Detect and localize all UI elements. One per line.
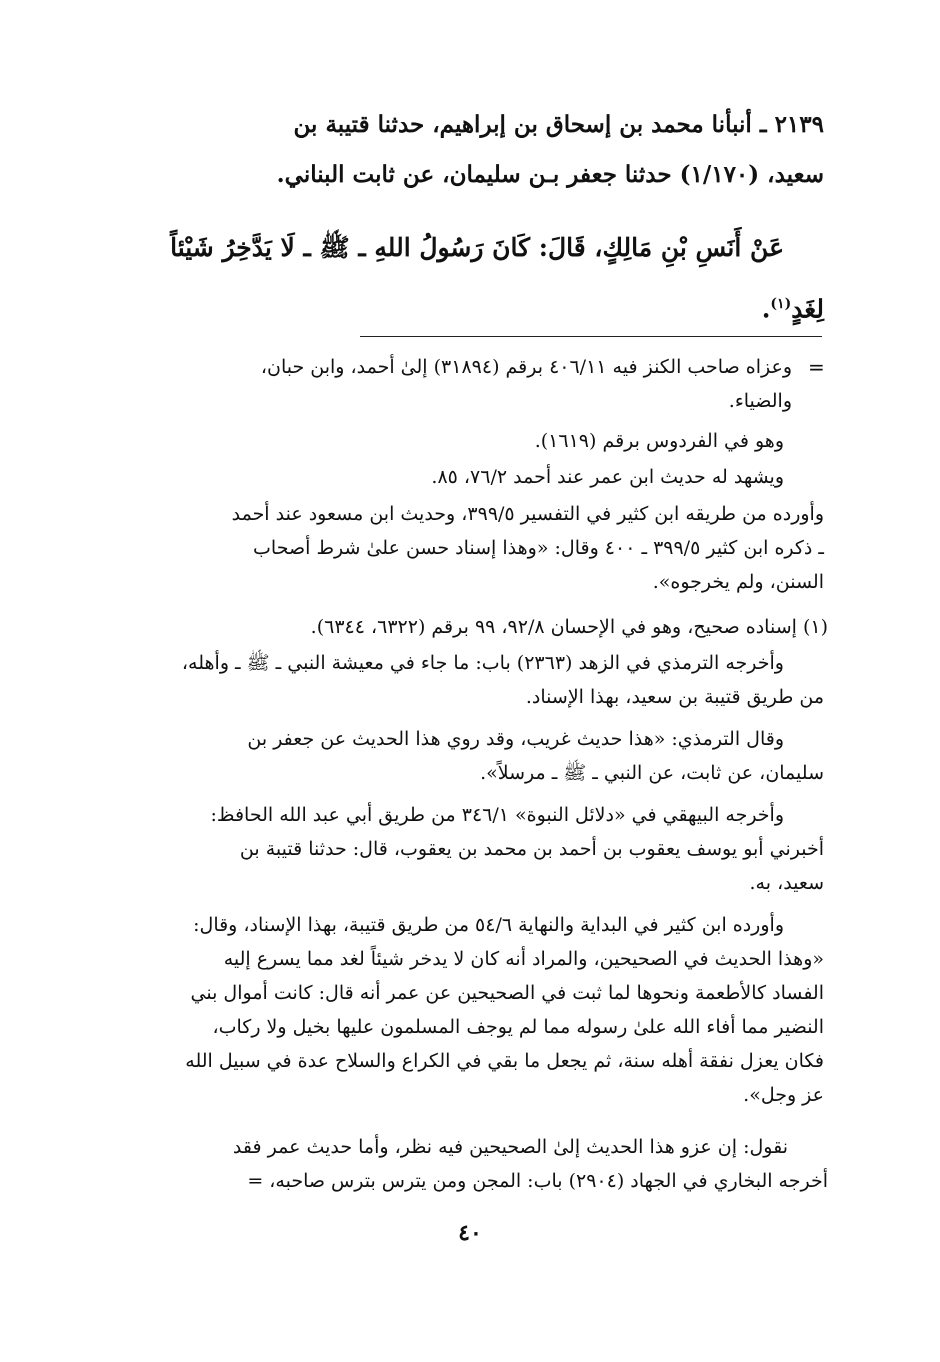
- footnote-line: وأخرجه البيهقي في «دلائل النبوة» ٣٤٦/١ من طريق أبي عبد الله الحافظ:: [210, 804, 784, 826]
- footnote-line: الفساد كالأطعمة ونحوها لما ثبت في الصحيحين عن عمر أنه قال: كانت أموال بني: [190, 982, 824, 1004]
- footnote-line: والضياء.: [728, 390, 792, 412]
- footnote-continued-kanz: [112, 350, 792, 418]
- footnote-line: وأورده ابن كثير في البداية والنهاية ٥٤/٦ من طريق قتيبة، بهذا الإسناد، وقال:: [193, 914, 784, 936]
- footnote-tirmidhi-said: [112, 722, 824, 790]
- footnote-line: وهو في الفردوس برقم (١٦١٩).: [534, 430, 784, 452]
- footnote-ibn-kathir-tafsir: [112, 497, 824, 599]
- footnote-tirmidhi: [112, 646, 824, 714]
- matn-end: .: [761, 294, 771, 324]
- footnote-line: (١) إسناده صحيح، وهو في الإحسان ٩٢/٨، ٩٩ برقم (٦٣٢٢، ٦٣٤٤).: [310, 616, 828, 638]
- footnote-line: نقول: إن عزو هذا الحديث إلىٰ الصحيحين فيه نظر، وأما حديث عمر فقد: [232, 1136, 788, 1158]
- matn-last-word: لِغَدٍ: [791, 294, 824, 324]
- matn-line: عَنْ أَنَسِ بْنِ مَالِكٍ، قَالَ: كَانَ رَسُولُ اللهِ ـ ﷺ ـ لَا يَدَّخِرُ شَيْئاً: [170, 233, 784, 262]
- footnote-line: أخرجه البخاري في الجهاد (٢٩٠٤) باب: المجن ومن يترس بترس صاحبه، =: [247, 1170, 828, 1192]
- footnote-line: وقال الترمذي: «هذا حديث غريب، وقد روي هذا الحديث عن جعفر بن: [247, 728, 784, 750]
- footnote-1-isnad: [110, 610, 828, 644]
- footnote-line: وأخرجه الترمذي في الزهد (٢٣٦٣) باب: ما جاء في معيشة النبي ـ ﷺ ـ وأهله،: [181, 652, 784, 674]
- footnote-line: وأورده من طريقه ابن كثير في التفسير ٣٩٩/٥، وحديث ابن مسعود عند أحمد: [231, 503, 824, 525]
- hadith-matn: [112, 220, 824, 337]
- continuation-mark: =: [808, 355, 825, 379]
- footnote-line: فكان يعزل نفقة أهله سنة، ثم يجعل ما بقي في الكراع والسلاح عدة في سبيل الله: [185, 1050, 824, 1072]
- footnote-ibn-umar: [112, 460, 824, 494]
- footnote-line: السنن، ولم يخرجوه».: [652, 571, 824, 593]
- matn-line-last: [112, 276, 824, 337]
- footnote-line: عز وجل».: [743, 1084, 824, 1106]
- isnad-line: سعيد، (١/١٧٠) حدثنا جعفر بـن سليمان، عن ثابت البناني.: [276, 161, 824, 188]
- footnote-reference: (١): [770, 296, 792, 312]
- isnad-line: ٢١٣٩ ـ أنبأنا محمد بن إسحاق بن إبراهيم، حدثنا قتيبة بن: [293, 111, 824, 138]
- footnote-firdaws: [112, 424, 824, 458]
- footnote-bidaya: [112, 908, 824, 1112]
- footnote-line: من طريق قتيبة بن سعيد، بهذا الإسناد.: [525, 686, 824, 708]
- footnote-separator: [360, 336, 822, 337]
- footnote-nuqul: [112, 1130, 828, 1198]
- footnote-line: وعزاه صاحب الكنز فيه ٤٠٦/١١ برقم (٣١٨٩٤) إلىٰ أحمد، وابن حبان،: [260, 356, 792, 378]
- footnote-line: سليمان، عن ثابت، عن النبي ـ ﷺ ـ مرسلاً».: [480, 762, 824, 784]
- footnote-line: «وهذا الحديث في الصحيحين، والمراد أنه كان لا يدخر شيئاً لغد مما يسرع إليه: [223, 948, 824, 970]
- page-number: ٤٠: [458, 1220, 482, 1246]
- footnote-line: ويشهد له حديث ابن عمر عند أحمد ٧٦/٢، ٨٥.: [431, 466, 784, 488]
- footnote-line: النضير مما أفاء الله علىٰ رسوله مما لم يوجف المسلمون عليها بخيل ولا ركاب،: [212, 1016, 824, 1038]
- footnote-bayhaqi: [112, 798, 824, 900]
- footnote-line: أخبرني أبو يوسف يعقوب بن أحمد بن محمد بن يعقوب، قال: حدثنا قتيبة بن: [239, 838, 824, 860]
- footnote-line: ـ ذكره ابن كثير ٣٩٩/٥ ـ ٤٠٠ وقال: «وهذا إسناد حسن علىٰ شرط أصحاب: [253, 537, 824, 559]
- isnad-paragraph: [112, 100, 824, 200]
- footnote-line: سعيد، به.: [749, 872, 824, 894]
